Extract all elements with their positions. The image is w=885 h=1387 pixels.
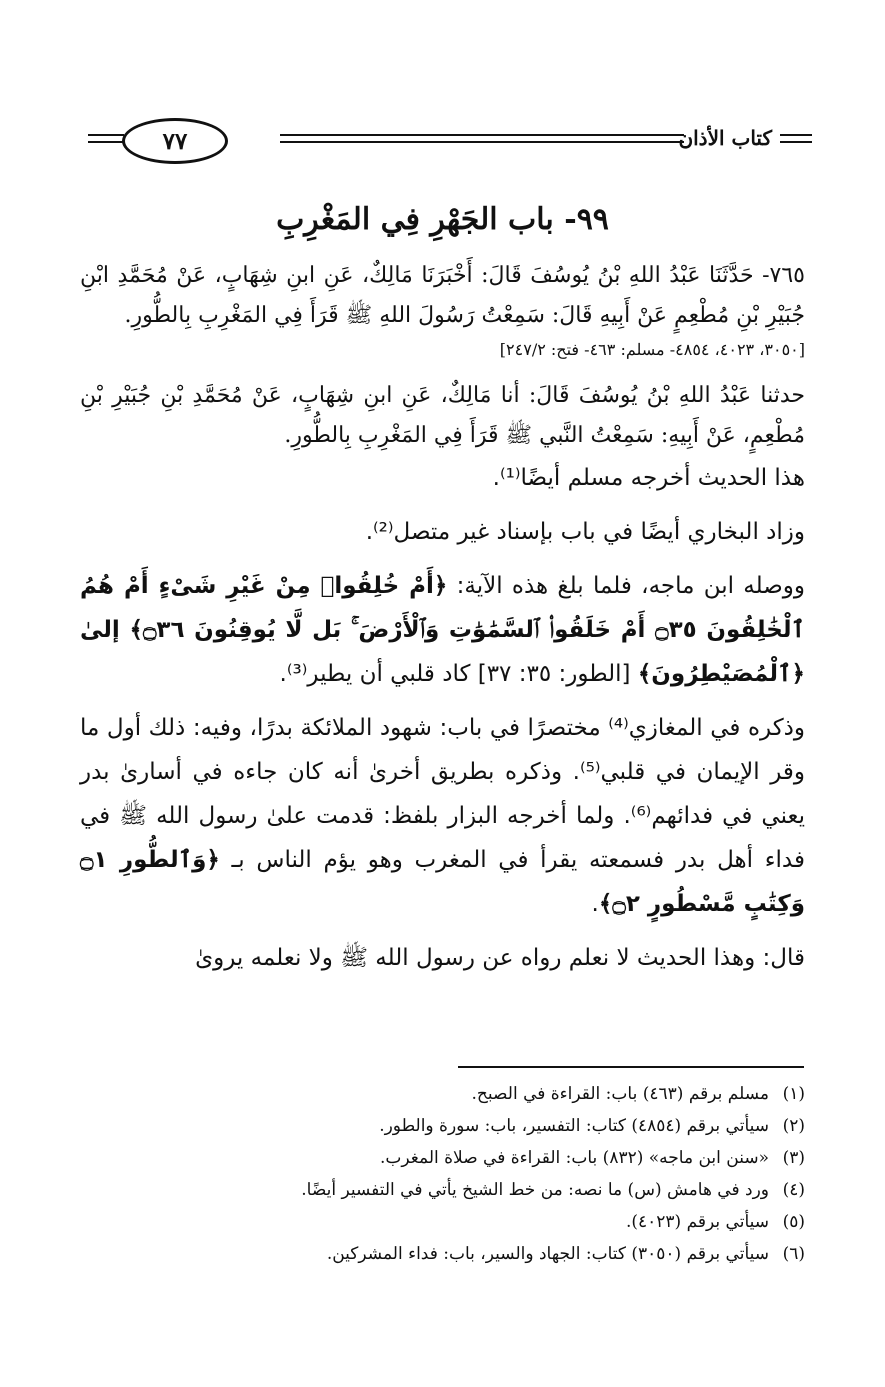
- footnote: [80, 1174, 805, 1206]
- hadith-references: [٣٠٥٠، ٤٠٢٣، ٤٨٥٤- مسلم: ٤٦٣- فتح: ٢٤٧/٢]: [499, 340, 805, 359]
- paragraph-text: [الطور: ٣٥: ٣٧] كاد قلبي أن يطير⁽³⁾.: [279, 661, 638, 687]
- footnote: [80, 1142, 805, 1174]
- footnote-number: (٥): [782, 1212, 805, 1232]
- paragraph-text: .: [591, 891, 599, 917]
- footnote-text: سيأتي برقم (٤٨٥٤) كتاب: التفسير، باب: سورة والطور.: [379, 1116, 769, 1136]
- footnotes: [80, 1078, 805, 1270]
- commentary-paragraph: حدثنا عَبْدُ اللهِ بْنُ يُوسُفَ قَالَ: أنا مَالِكٌ، عَنِ ابنِ شِهَابٍ، عَنْ مُحَمَّدِ بْنِ جُبَيْرِ بْنِ مُطْعِمٍ، عَنْ أَبِيهِ: سَمِعْتُ النَّبي ﷺ قَرَأَ فِي المَغْرِبِ بِالطُّورِ.: [80, 383, 805, 448]
- commentary-paragraph: وزاد البخاري أيضًا في باب بإسناد غير متصل⁽²⁾.: [365, 519, 805, 545]
- page-number: ٧٧: [122, 118, 228, 164]
- footnote: [80, 1238, 805, 1270]
- footnote-text: «سنن ابن ماجه» (٨٣٢) باب: القراءة في صلاة المغرب.: [380, 1148, 769, 1168]
- footnote-number: (٦): [782, 1244, 805, 1264]
- footnote-text: مسلم برقم (٤٦٣) باب: القراءة في الصبح.: [471, 1084, 769, 1104]
- header-rule: [280, 141, 684, 143]
- paragraph-text: وذكره في المغازي⁽⁴⁾ مختصرًا في باب: شهود الملائكة بدرًا، وفيه: ذلك أول ما وقر الإيمان في قلبي⁽⁵⁾. وذكره بطريق أخرىٰ أنه كان جاءه في أسارىٰ بدر يعني في فدائهم⁽⁶⁾. ولما أخرجه البزار بلفظ: قدمت علىٰ رسول الله ﷺ في فداء أهل بدر فسمعته يقرأ في المغرب وهو يؤم الناس بـ: [80, 715, 806, 873]
- header-rule: [780, 134, 812, 136]
- footnote-number: (٣): [782, 1148, 805, 1168]
- running-header: [88, 112, 812, 168]
- book-title: كتاب الأذان: [678, 126, 772, 150]
- quran-verse: ﴿وَٱلطُّورِ ۝١ وَكِتَٰبٍ مَّسْطُورٍ ۝٢﴾: [80, 847, 805, 917]
- footnote-text: ورد في هامش (س) ما نصه: من خط الشيخ يأتي في التفسير أيضًا.: [301, 1180, 769, 1200]
- footnote-separator: [458, 1066, 804, 1068]
- footnote-number: (١): [782, 1084, 805, 1104]
- footnote: [80, 1206, 805, 1238]
- header-rule: [280, 134, 684, 136]
- commentary-paragraph: [80, 706, 805, 926]
- quran-verse: ﴿أَمْ خُلِقُوا۟ مِنْ غَيْرِ شَىْءٍ أَمْ هُمُ ٱلْخَٰلِقُونَ ۝٣٥ أَمْ خَلَقُوا۟ ٱلسَّمَٰوَٰتِ وَٱلْأَرْضَ ۚ بَل لَّا يُوقِنُونَ ۝٣٦﴾ إلىٰ ﴿ٱلْمُصَيْطِرُونَ﴾: [80, 573, 805, 687]
- hadith-text: ٧٦٥- حَدَّثَنَا عَبْدُ اللهِ بْنُ يُوسُفَ قَالَ: أَخْبَرَنَا مَالِكٌ، عَنِ ابنِ شِهَابٍ، عَنْ مُحَمَّدِ ابْنِ جُبَيْرِ بْنِ مُطْعِمٍ عَنْ أَبِيهِ قَالَ: سَمِعْتُ رَسُولَ اللهِ ﷺ قَرَأَ فِي المَغْرِبِ بِالطُّورِ.: [80, 263, 805, 328]
- header-rule: [88, 141, 124, 143]
- paragraph-text: ووصله ابن ماجه، فلما بلغ هذه الآية:: [447, 573, 805, 599]
- footnote: [80, 1078, 805, 1110]
- footnote: [80, 1110, 805, 1142]
- commentary-paragraph: قال: وهذا الحديث لا نعلم رواه عن رسول الله ﷺ ولا نعلمه يروىٰ: [195, 945, 805, 971]
- footnote-text: سيأتي برقم (٣٠٥٠) كتاب: الجهاد والسير، باب: فداء المشركين.: [326, 1244, 769, 1264]
- main-text: [80, 256, 805, 980]
- footnote-number: (٤): [782, 1180, 805, 1200]
- commentary-paragraph: هذا الحديث أخرجه مسلم أيضًا⁽¹⁾.: [492, 465, 805, 491]
- header-rule: [780, 141, 812, 143]
- footnote-number: (٢): [782, 1116, 805, 1136]
- commentary-paragraph: [80, 564, 805, 696]
- chapter-title: ٩٩- باب الجَهْرِ فِي المَغْرِبِ: [276, 202, 609, 237]
- header-rule: [88, 134, 124, 136]
- footnote-text: سيأتي برقم (٤٠٢٣).: [625, 1212, 769, 1232]
